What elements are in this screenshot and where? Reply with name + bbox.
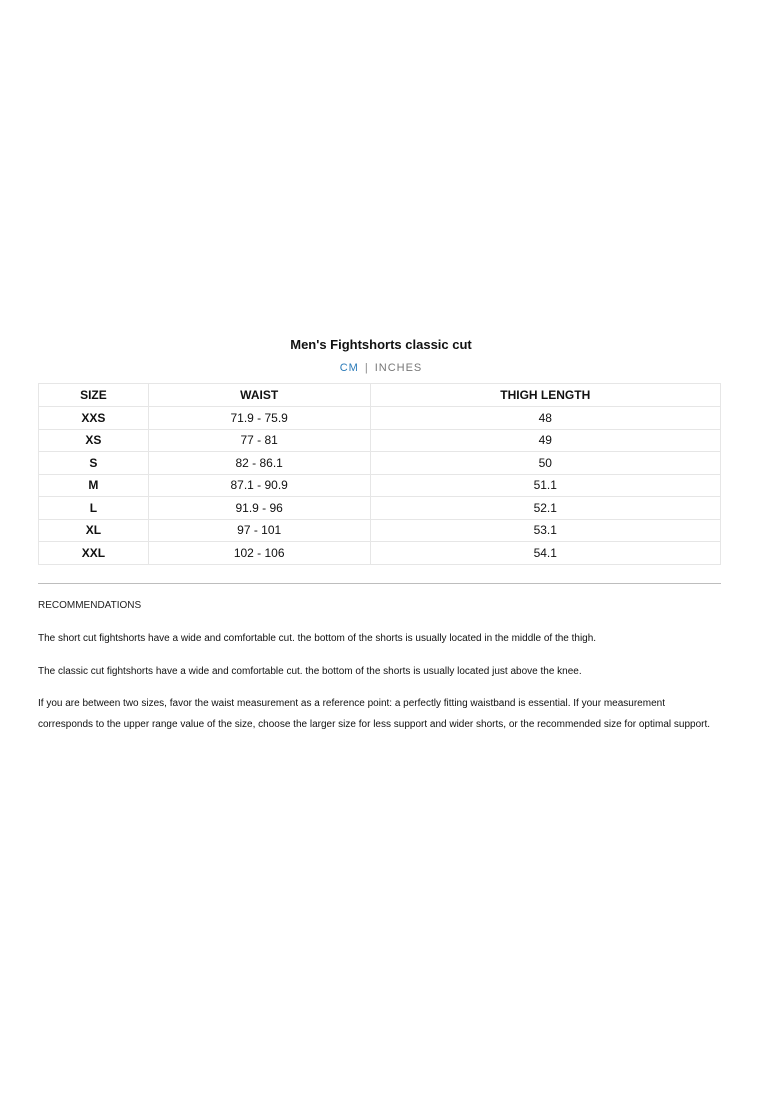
unit-separator: | [364,362,369,374]
thigh-length-cell: 54.1 [370,542,720,565]
size-cell: XS [39,429,149,452]
section-divider [38,583,721,584]
size-cell: S [39,452,149,475]
thigh-length-cell: 49 [370,429,720,452]
table-row [39,452,721,475]
unit-inches-tab[interactable]: INCHES [374,362,423,374]
waist-cell: 97 - 101 [148,519,370,542]
size-cell: XL [39,519,149,542]
waist-cell: 91.9 - 96 [148,497,370,520]
recommendation-paragraph: The short cut fightshorts have a wide and comfortable cut. the bottom of the shorts is usually located in the middle of the thigh. [38,633,597,644]
table-row [39,474,721,497]
size-chart-table [38,383,721,565]
thigh-length-cell: 51.1 [370,474,720,497]
recommendation-paragraph: If you are between two sizes, favor the waist measurement as a reference point: a perfectly fitting waistband is essential. If your measurement corresponds to the upper range value of the size, choose the larger size for less support and wider shorts, or the recommended size for optimal support. [38,698,711,730]
table-row [39,519,721,542]
thigh-length-cell: 52.1 [370,497,720,520]
size-cell: XXS [39,407,149,430]
waist-cell: 77 - 81 [148,429,370,452]
table-row [39,407,721,430]
thigh-length-cell: 48 [370,407,720,430]
unit-switcher [0,362,762,374]
header-waist: WAIST [148,384,370,407]
header-size: SIZE [39,384,149,407]
page-title: Men's Fightshorts classic cut [290,337,472,352]
table-row [39,429,721,452]
size-cell: L [39,497,149,520]
table-header-row [39,384,721,407]
waist-cell: 87.1 - 90.9 [148,474,370,497]
header-thigh-length: THIGH LENGTH [370,384,720,407]
table-row [39,542,721,565]
waist-cell: 71.9 - 75.9 [148,407,370,430]
unit-cm-tab[interactable]: CM [339,362,359,374]
table-row [39,497,721,520]
thigh-length-cell: 50 [370,452,720,475]
thigh-length-cell: 53.1 [370,519,720,542]
waist-cell: 102 - 106 [148,542,370,565]
waist-cell: 82 - 86.1 [148,452,370,475]
size-cell: XXL [39,542,149,565]
size-cell: M [39,474,149,497]
recommendation-paragraph: The classic cut fightshorts have a wide and comfortable cut. the bottom of the shorts is usually located just above the knee. [38,666,582,677]
recommendations-heading: RECOMMENDATIONS [38,600,142,611]
